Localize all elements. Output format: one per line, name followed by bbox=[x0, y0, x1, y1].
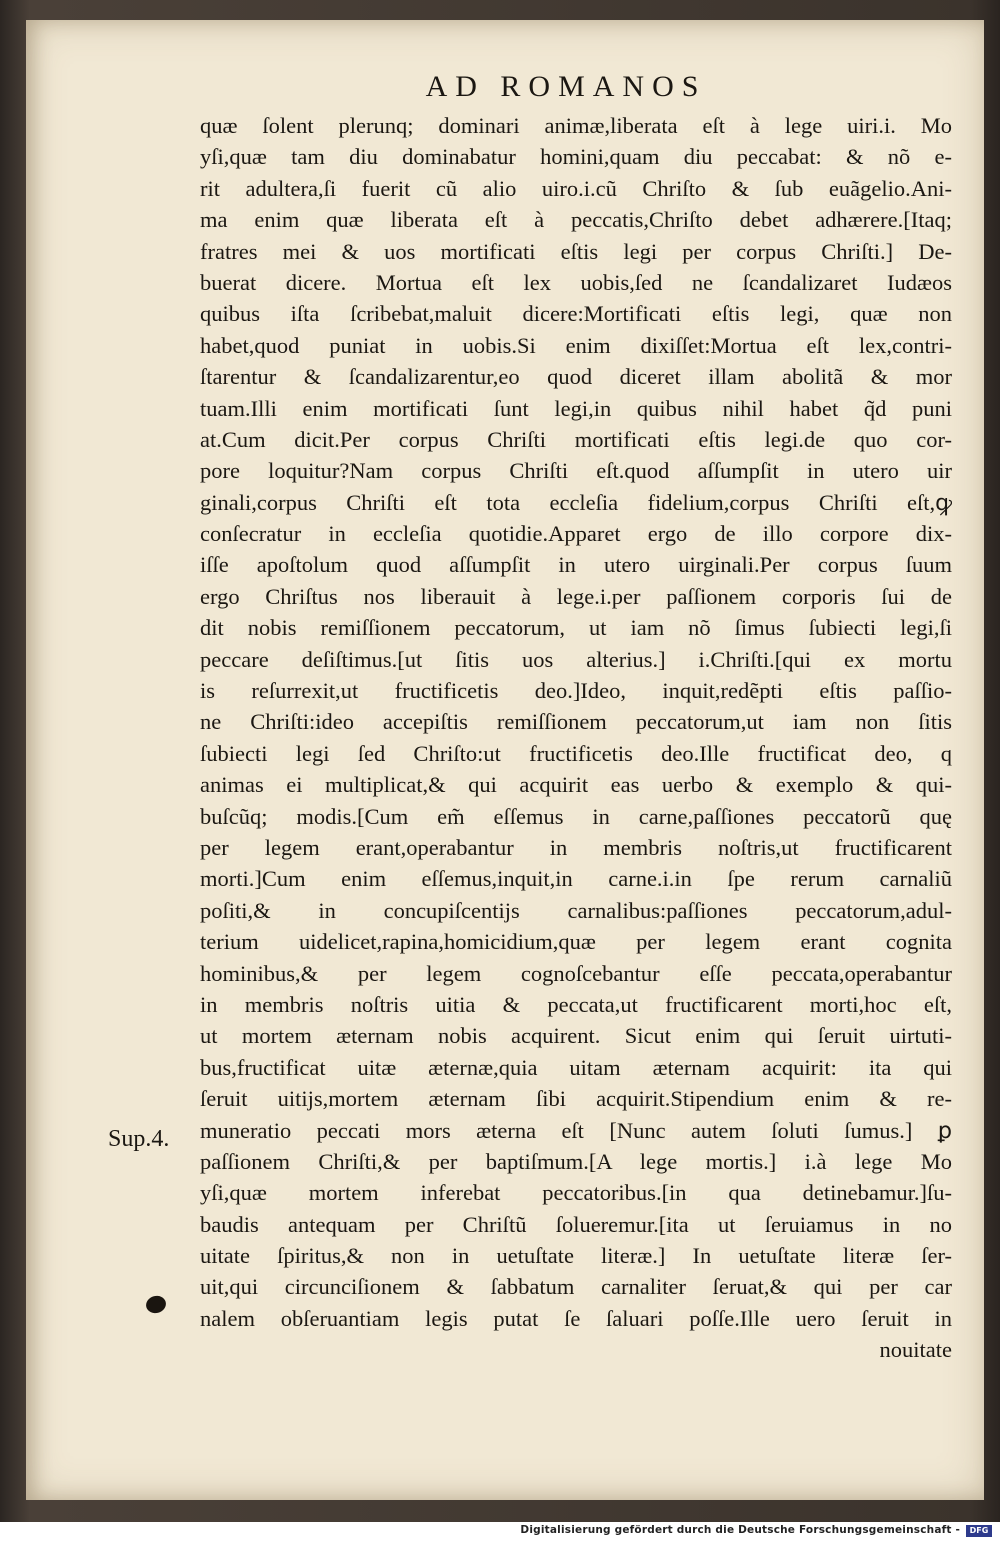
text-line: buerat dicere. Mortua eſt lex uobis,ſed ne ſcandalizaret Iudæos bbox=[200, 269, 952, 295]
text-line: rit adultera,ſi fuerit cũ alio uiro.i.cũ Chriſto & ſub euãgelio.Ani- bbox=[200, 175, 952, 201]
dfg-logo: DFG bbox=[966, 1525, 992, 1537]
text-line: quæ ſolent plerunq; dominari animæ,liberata eſt à lege uiri.i. Mo bbox=[200, 113, 952, 138]
text-line: ſtarentur & ſcandalizarentur,eo quod diceret illam abolitã & mor bbox=[200, 364, 952, 390]
text-line: poſiti,& in concupiſcentijs carnalibus:paſſiones peccatorum,adul- bbox=[200, 897, 952, 923]
text-line: baudis antequam per Chriſtũ ſolueremur.[ita ut ſeruiamus in no bbox=[200, 1211, 952, 1237]
text-line: tuam.Illi enim mortificati ſunt legi,in quibus nihil habet q̃d puni bbox=[200, 395, 952, 421]
text-line: nalem obſeruantiam legis putat ſe ſaluari poſſe.Ille uero ſeruit in bbox=[200, 1305, 952, 1331]
text-line: iſſe apoſtolum quod aſſumpſit in utero uirginali.Per corpus ſuum bbox=[200, 552, 952, 578]
text-line: yſi,quæ tam diu dominabatur homini,quam diu peccabat: & nõ e- bbox=[200, 144, 952, 170]
digitization-footer bbox=[0, 1522, 1000, 1541]
text-line: nouitate bbox=[879, 1337, 952, 1363]
text-line: conſecratur in eccleſia quotidie.Apparet ergo de illo corpore dix- bbox=[200, 521, 952, 547]
text-line: pore loquitur?Nam corpus Chriſti eſt.quod aſſumpſit in utero uir bbox=[200, 458, 952, 484]
text-line: morti.]Cum enim eſſemus,inquit,in carne.i.in ſpe rerum carnaliũ bbox=[200, 866, 952, 892]
text-line: per legem erant,operabantur in membris noſtris,ut fructificarent bbox=[200, 834, 952, 860]
text-line: ne Chriſti:ideo accepiſtis remiſſionem peccatorum,ut iam non ſitis bbox=[200, 709, 952, 735]
text-line: buſcũq; modis.[Cum em̃ eſſemus in carne,paſſiones peccatorũ quę bbox=[200, 803, 952, 829]
margin-note: Sup.4. bbox=[108, 1126, 170, 1152]
text-line: ergo Chriſtus nos liberauit à lege.i.per paſſionem corporis ſui de bbox=[200, 583, 952, 609]
text-line: is reſurrexit,ut fructificetis deo.]Ideo, inquit,redẽpti eſtis paſſio- bbox=[200, 678, 952, 704]
body-text bbox=[200, 110, 952, 1366]
text-line: paſſionem Chriſti,& per baptiſmum.[A lege mortis.] i.à lege Mo bbox=[200, 1148, 952, 1174]
text-line: uitate ſpiritus,& non in uetuſtate literæ.] In uetuſtate literæ ſer- bbox=[200, 1243, 952, 1269]
text-line: ma enim quæ liberata eſt à peccatis,Chriſto debet adhærere.[Itaq; bbox=[200, 207, 952, 233]
text-line: ſeruit uitijs,mortem æternam ſibi acquirit.Stipendium enim & re- bbox=[200, 1086, 952, 1112]
running-head: AD ROMANOS bbox=[425, 70, 707, 103]
text-line: in membris noſtris uitia & peccata,ut fructificarent morti,hoc eſt, bbox=[200, 991, 952, 1017]
text-line: animas ei multiplicat,& qui acquirit eas uerbo & exemplo & qui- bbox=[200, 772, 952, 798]
text-line: ut mortem æternam nobis acquirent. Sicut enim qui ſeruit uirtuti- bbox=[200, 1023, 952, 1049]
text-line: dit nobis remiſſionem peccatorum, ut iam nõ ſimus ſubiecti legi,ſi bbox=[200, 615, 952, 641]
text-line: quibus iſta ſcribebat,maluit dicere:Mortificati eſtis legi, quæ non bbox=[200, 301, 952, 327]
text-line: ſubiecti legi ſed Chriſto:ut fructificetis deo.Ille fructificat deo, q bbox=[200, 740, 952, 766]
text-line: hominibus,& per legem cognoſcebantur eſſe peccata,operabantur bbox=[200, 960, 952, 986]
text-line: ginali,corpus Chriſti eſt tota eccleſia fidelium,corpus Chriſti eſt,ꝙ bbox=[200, 489, 952, 515]
text-line: habet,quod puniat in uobis.Si enim dixiſſet:Mortua eſt lex,contri- bbox=[200, 332, 952, 358]
text-line: yſi,quæ mortem inferebat peccatoribus.[in qua detinebamur.]ſu- bbox=[200, 1180, 952, 1206]
text-line: peccare deſiſtimus.[ut ſitis uos alterius.] i.Chriſti.[qui ex mortu bbox=[200, 646, 952, 672]
text-line: bus,fructificat uitæ æternæ,quia uitam æternam acquirit: ita qui bbox=[200, 1054, 952, 1080]
text-line: at.Cum dicit.Per corpus Chriſti mortificati eſtis legi.de quo cor- bbox=[200, 426, 952, 452]
footer-credit: Digitalisierung gefördert durch die Deutsche Forschungsgemeinschaft - bbox=[520, 1524, 960, 1536]
text-line: uit,qui circunciſionem & ſabbatum carnaliter ſeruat,& qui per car bbox=[200, 1274, 952, 1300]
text-line: terium uidelicet,rapina,homicidium,quæ per legem erant cognita bbox=[200, 929, 952, 955]
text-line: fratres mei & uos mortificati eſtis legi per corpus Chriſti.] De- bbox=[200, 238, 952, 264]
book-page bbox=[26, 20, 984, 1500]
text-line: muneratio peccati mors æterna eſt [Nunc autem ſoluti ſumus.] ꝑ bbox=[200, 1117, 952, 1143]
